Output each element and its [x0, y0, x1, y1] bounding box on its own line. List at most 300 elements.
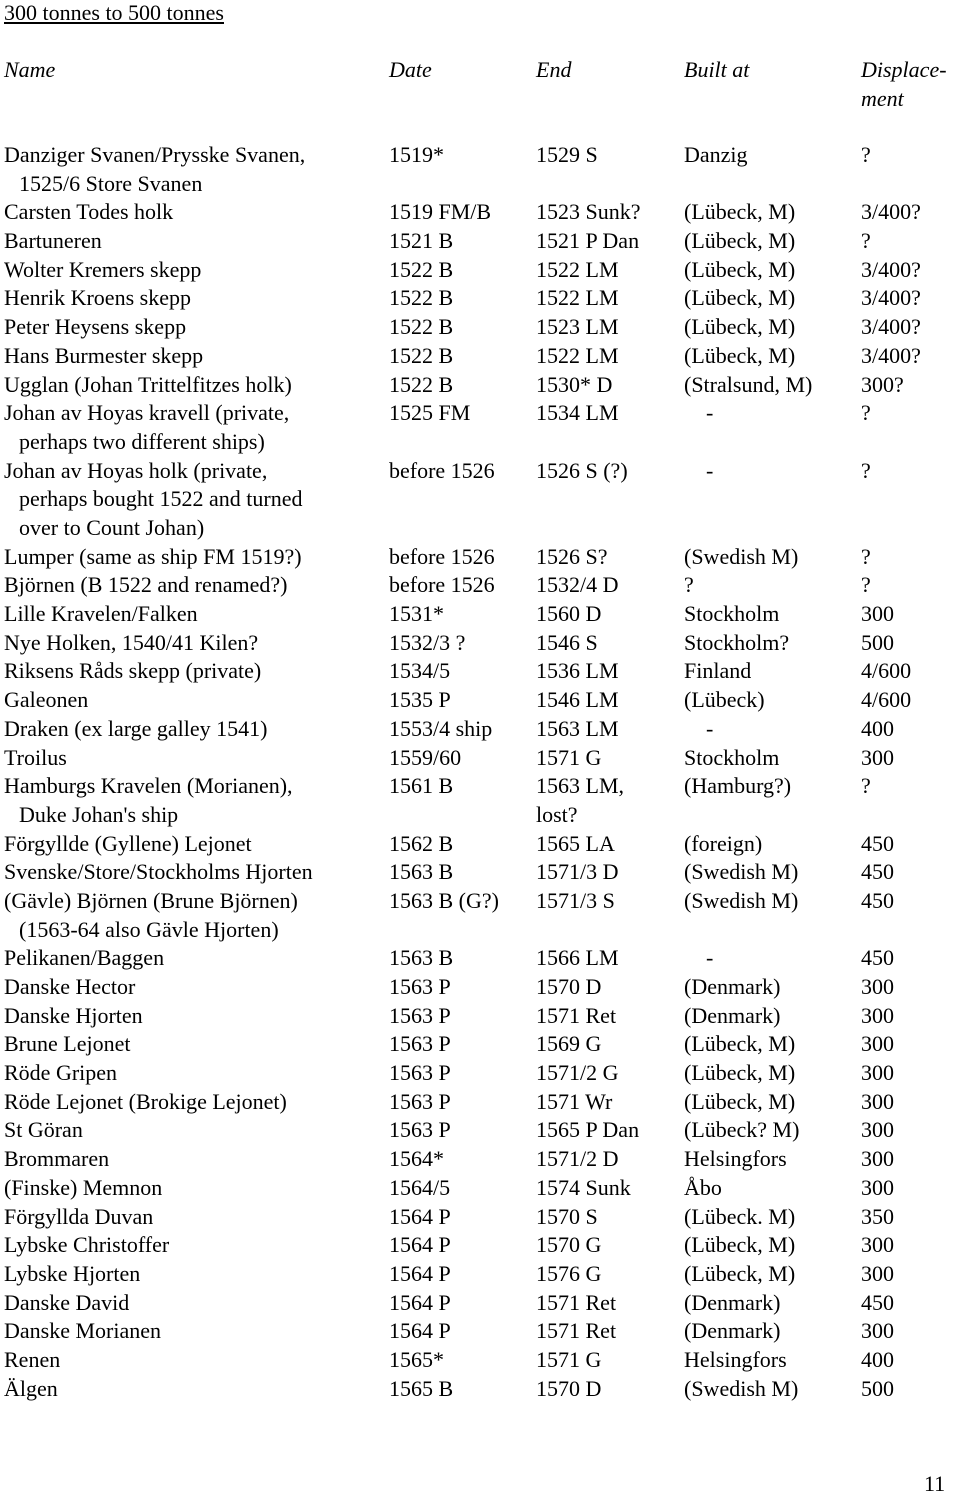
- ship-displacement: ?: [861, 142, 871, 167]
- ship-name-line: Danske Morianen: [4, 1318, 162, 1344]
- ship-end-line: 1546 S: [536, 629, 598, 655]
- ship-displacement: 300: [861, 744, 894, 770]
- table-row: [0, 629, 960, 658]
- ship-name-line: Riksens Råds skepp (private): [4, 658, 262, 684]
- table-row: [0, 371, 960, 400]
- ship-built-at: (Denmark): [684, 974, 781, 1000]
- column-header-displacement-line2: ment: [861, 86, 904, 111]
- ship-name-continuation: perhaps bought 1522 and turned: [19, 486, 303, 512]
- ship-name-line: Wolter Kremers skepp: [4, 256, 202, 282]
- ship-displacement: 350: [861, 1203, 894, 1229]
- table-row: [0, 772, 960, 829]
- ship-name: [4, 1174, 384, 1203]
- ship-name-line: Brune Lejonet: [4, 1031, 131, 1057]
- ship-date: 1563 P: [389, 1088, 451, 1114]
- ship-name: [4, 1317, 384, 1346]
- ship-built-at: Stockholm?: [684, 629, 790, 655]
- column-header-date: Date: [389, 57, 432, 82]
- ship-name: [4, 313, 384, 342]
- ship-displacement: 400: [861, 715, 894, 741]
- ship-date: 1521 B: [389, 228, 454, 254]
- ship-name: [4, 944, 384, 973]
- ship-end-line: 1522 LM: [536, 285, 619, 311]
- ship-name: [4, 198, 384, 227]
- table-row: [0, 399, 960, 456]
- ship-end: [536, 944, 676, 973]
- ship-end: [536, 772, 676, 829]
- ship-end: [536, 1088, 676, 1117]
- ship-end-line: 1530* D: [536, 371, 613, 397]
- table-row: [0, 457, 960, 543]
- ship-end-line: 1534 LM: [536, 400, 619, 426]
- ship-end-line: 1574 Sunk: [536, 1174, 631, 1200]
- table-row: [0, 830, 960, 859]
- ship-built-at: (Denmark): [684, 1289, 781, 1315]
- ship-end: [536, 1289, 676, 1318]
- ship-end-line: 1571 Wr: [536, 1088, 613, 1114]
- ship-name-line: Svenske/Store/Stockholms Hjorten: [4, 859, 313, 885]
- ship-date: 1522 B: [389, 314, 454, 340]
- ship-name-line: Lybske Hjorten: [4, 1260, 141, 1286]
- ship-name-line: Lille Kravelen/Falken: [4, 601, 198, 627]
- ship-end-line: 1571 Ret: [536, 1002, 617, 1028]
- ship-end-line: 1560 D: [536, 601, 602, 627]
- ship-name: [4, 830, 384, 859]
- ship-date: 1564 P: [389, 1232, 451, 1258]
- ship-end: [536, 686, 676, 715]
- ship-date: 1534/5: [389, 658, 451, 684]
- ship-displacement: 300: [861, 1117, 894, 1143]
- ship-end-line: 1571/2 D: [536, 1146, 619, 1172]
- ship-date: 1563 P: [389, 974, 451, 1000]
- ship-end: [536, 887, 676, 916]
- ship-name-line: Danske Hjorten: [4, 1002, 143, 1028]
- ship-end-line: 1529 S: [536, 142, 598, 167]
- ship-date: 1561 B: [389, 773, 454, 799]
- ship-name-line: Peter Heysens skepp: [4, 314, 187, 340]
- ship-name: [4, 571, 384, 600]
- ship-end-line: 1546 LM: [536, 687, 619, 713]
- ship-built-at: (Denmark): [684, 1318, 781, 1344]
- ship-date: before 1526: [389, 543, 495, 569]
- table-row: [0, 342, 960, 371]
- table-row: [0, 1002, 960, 1031]
- ship-name-line: Röde Lejonet (Brokige Lejonet): [4, 1088, 287, 1114]
- table-row: [0, 284, 960, 313]
- ship-displacement: 300: [861, 1002, 894, 1028]
- ship-name: [4, 1289, 384, 1318]
- ship-date: before 1526: [389, 572, 495, 598]
- ship-displacement: 300: [861, 1060, 894, 1086]
- ship-name-line: Galeonen: [4, 687, 89, 713]
- table-row: [0, 1231, 960, 1260]
- ship-displacement: 300: [861, 1174, 894, 1200]
- ship-name: [4, 284, 384, 313]
- column-header-name: Name: [4, 57, 56, 82]
- ship-name-line: Nye Holken, 1540/41 Kilen?: [4, 629, 259, 655]
- ship-name-line: Bartuneren: [4, 228, 102, 254]
- ship-built-at: -: [684, 945, 714, 971]
- ship-end: [536, 1346, 676, 1375]
- ship-displacement: 450: [861, 1289, 894, 1315]
- ship-end-line: 1570 S: [536, 1203, 598, 1229]
- ship-name-line: Förgyllde (Gyllene) Lejonet: [4, 830, 252, 856]
- ship-end-line: 1571 G: [536, 1346, 602, 1372]
- ship-end-line: 1570 D: [536, 974, 602, 1000]
- table-row: [0, 1203, 960, 1232]
- ship-displacement: 300: [861, 1232, 894, 1258]
- table-row: [0, 1116, 960, 1145]
- table-row: [0, 141, 960, 198]
- ship-displacement: 300: [861, 601, 894, 627]
- ship-end: [536, 141, 676, 170]
- ship-end-line: 1526 S (?): [536, 457, 628, 483]
- ship-built-at: Åbo: [684, 1174, 722, 1200]
- ship-name: [4, 1231, 384, 1260]
- ship-displacement: 3/400?: [861, 342, 921, 368]
- table-row: [0, 543, 960, 572]
- ship-end-line: 1571 Ret: [536, 1289, 617, 1315]
- ship-built-at: -: [684, 715, 714, 741]
- column-header-end: End: [536, 57, 572, 82]
- ship-date: 1532/3 ?: [389, 629, 466, 655]
- ship-end: [536, 1059, 676, 1088]
- ship-date: 1525 FM: [389, 400, 471, 426]
- ship-displacement: 300?: [861, 371, 904, 397]
- ship-date: 1564 P: [389, 1289, 451, 1315]
- ship-name-line: St Göran: [4, 1117, 83, 1143]
- ship-end: [536, 198, 676, 227]
- ship-end: [536, 1317, 676, 1346]
- ship-date: 1563 P: [389, 1031, 451, 1057]
- ship-name-continuation: Duke Johan's ship: [19, 801, 179, 827]
- ship-built-at: (Lübeck, M): [684, 199, 796, 225]
- ship-name: [4, 772, 384, 829]
- ship-date: 1564 P: [389, 1318, 451, 1344]
- section-heading[interactable]: 300 tonnes to 500 tonnes: [4, 0, 224, 25]
- ship-name: [4, 1030, 384, 1059]
- ship-name: [4, 543, 384, 572]
- ship-name-line: Lybske Christoffer: [4, 1232, 170, 1258]
- ship-name: [4, 227, 384, 256]
- ship-name-line: Björnen (B 1522 and renamed?): [4, 572, 288, 598]
- table-row: [0, 686, 960, 715]
- ship-name-line: Danziger Svanen/Prysske Svanen,: [4, 142, 306, 167]
- ship-displacement: 450: [861, 945, 894, 971]
- table-row: [0, 1260, 960, 1289]
- ship-displacement: 4/600: [861, 658, 912, 684]
- ship-name-continuation: 1525/6 Store Svanen: [19, 170, 203, 196]
- ship-date: 1522 B: [389, 285, 454, 311]
- ship-date: 1563 B: [389, 945, 454, 971]
- ship-name-line: Hans Burmester skepp: [4, 342, 204, 368]
- ship-displacement: 3/400?: [861, 199, 921, 225]
- ship-name-line: Brommaren: [4, 1146, 110, 1172]
- ship-built-at: (Hamburg?): [684, 773, 792, 799]
- ship-built-at: (Denmark): [684, 1002, 781, 1028]
- table-row: [0, 887, 960, 944]
- ship-built-at: (Lübeck, M): [684, 228, 796, 254]
- column-header-displacement: [861, 55, 947, 113]
- ship-displacement: ?: [861, 400, 871, 426]
- ship-name-line: Hamburgs Kravelen (Morianen),: [4, 773, 293, 799]
- ship-displacement: 300: [861, 1318, 894, 1344]
- ship-displacement: 400: [861, 1346, 894, 1372]
- ship-name-line: Ugglan (Johan Trittelfitzes holk): [4, 371, 292, 397]
- ship-end-line: 1565 P Dan: [536, 1117, 640, 1143]
- ship-built-at: (Lübeck, M): [684, 314, 796, 340]
- ship-name: [4, 858, 384, 887]
- ship-displacement: ?: [861, 543, 871, 569]
- ship-built-at: (Lübeck, M): [684, 342, 796, 368]
- ship-built-at: (Lübeck, M): [684, 1031, 796, 1057]
- ship-displacement: 4/600: [861, 687, 912, 713]
- ship-name: [4, 973, 384, 1002]
- table-row: [0, 715, 960, 744]
- ship-date: 1564/5: [389, 1174, 451, 1200]
- ship-end: [536, 313, 676, 342]
- ship-end-line: 1569 G: [536, 1031, 602, 1057]
- ship-end: [536, 600, 676, 629]
- ship-name: [4, 1116, 384, 1145]
- ship-name-line: Johan av Hoyas holk (private,: [4, 457, 268, 483]
- ship-end: [536, 973, 676, 1002]
- ship-built-at: ?: [684, 572, 694, 598]
- page-number: 11: [924, 1471, 946, 1496]
- table-row: [0, 600, 960, 629]
- ship-name: [4, 600, 384, 629]
- ship-built-at: (Lübeck, M): [684, 1232, 796, 1258]
- column-header-built-at: Built at: [684, 57, 750, 82]
- ship-name-line: Pelikanen/Baggen: [4, 945, 165, 971]
- ship-end: [536, 399, 676, 428]
- ship-name-line: Johan av Hoyas kravell (private,: [4, 400, 290, 426]
- ship-name: [4, 657, 384, 686]
- ship-name: [4, 1203, 384, 1232]
- ship-built-at: Stockholm: [684, 744, 780, 770]
- table-row: [0, 1289, 960, 1318]
- ship-end: [536, 371, 676, 400]
- table-row: [0, 198, 960, 227]
- ship-displacement: 300: [861, 1088, 894, 1114]
- ship-displacement: ?: [861, 457, 871, 483]
- table-row: [0, 1088, 960, 1117]
- ship-end: [536, 256, 676, 285]
- ship-name: [4, 399, 384, 456]
- ship-end: [536, 1116, 676, 1145]
- ship-end-line: 1571/2 G: [536, 1060, 619, 1086]
- ship-name-line: Renen: [4, 1346, 61, 1372]
- table-row: [0, 313, 960, 342]
- ship-end-line: 1563 LM: [536, 715, 619, 741]
- ship-displacement: 450: [861, 859, 894, 885]
- ship-built-at: -: [684, 457, 714, 483]
- ship-end-line: 1571/3 S: [536, 887, 615, 913]
- ship-displacement: 500: [861, 629, 894, 655]
- ship-date: 1563 P: [389, 1002, 451, 1028]
- ship-date: 1563 B: [389, 859, 454, 885]
- ship-end: [536, 1002, 676, 1031]
- table-row: [0, 973, 960, 1002]
- ship-date: 1553/4 ship: [389, 715, 493, 741]
- ship-end: [536, 284, 676, 313]
- ship-name: [4, 457, 384, 543]
- ship-displacement: 3/400?: [861, 285, 921, 311]
- ship-displacement: 3/400?: [861, 314, 921, 340]
- ship-end-line: 1532/4 D: [536, 572, 619, 598]
- ship-built-at: Helsingfors: [684, 1146, 787, 1172]
- ship-end-line: 1536 LM: [536, 658, 619, 684]
- ship-built-at: Helsingfors: [684, 1346, 787, 1372]
- ship-name: [4, 1002, 384, 1031]
- ship-end-line: 1526 S?: [536, 543, 608, 569]
- ship-name-line: Röde Gripen: [4, 1060, 118, 1086]
- ship-displacement: 300: [861, 1031, 894, 1057]
- ship-built-at: (Lübeck, M): [684, 256, 796, 282]
- ship-date: 1535 P: [389, 687, 451, 713]
- ship-built-at: Danzig: [684, 142, 748, 167]
- ship-name-line: Draken (ex large galley 1541): [4, 715, 268, 741]
- ship-end-line: 1571/3 D: [536, 859, 619, 885]
- ship-end: [536, 1231, 676, 1260]
- table-row: [0, 227, 960, 256]
- table-row: [0, 256, 960, 285]
- ship-end: [536, 830, 676, 859]
- ship-name-line: Förgyllda Duvan: [4, 1203, 154, 1229]
- table-row: [0, 1174, 960, 1203]
- ship-end: [536, 227, 676, 256]
- ship-name: [4, 141, 384, 198]
- ship-end: [536, 715, 676, 744]
- ship-built-at: Finland: [684, 658, 752, 684]
- ship-end-line: 1563 LM,: [536, 773, 624, 799]
- ship-built-at: (Lübeck, M): [684, 1088, 796, 1114]
- ship-built-at: (Swedish M): [684, 1375, 799, 1401]
- ship-name-line: Danske David: [4, 1289, 130, 1315]
- ship-built-at: (Stralsund, M): [684, 371, 813, 397]
- ship-end-line: 1522 LM: [536, 256, 619, 282]
- ship-end-line: 1576 G: [536, 1260, 602, 1286]
- ship-end: [536, 1260, 676, 1289]
- table-row: [0, 744, 960, 773]
- table-row: [0, 1145, 960, 1174]
- ship-built-at: (Lübeck? M): [684, 1117, 800, 1143]
- ship-end-line: 1570 D: [536, 1375, 602, 1401]
- ship-name: [4, 1260, 384, 1289]
- ship-name-line: Troilus: [4, 744, 67, 770]
- ship-end: [536, 629, 676, 658]
- ship-date: 1519*: [389, 142, 444, 167]
- ship-date: 1519 FM/B: [389, 199, 492, 225]
- ship-name: [4, 1346, 384, 1375]
- ship-date: 1522 B: [389, 371, 454, 397]
- table-row: [0, 1030, 960, 1059]
- ship-built-at: (Lübeck): [684, 687, 765, 713]
- ship-end: [536, 1174, 676, 1203]
- ship-end: [536, 342, 676, 371]
- ship-name: [4, 1088, 384, 1117]
- ship-date: 1559/60: [389, 744, 462, 770]
- ship-date: 1562 B: [389, 830, 454, 856]
- ship-end: [536, 858, 676, 887]
- table-row: [0, 944, 960, 973]
- ship-end: [536, 457, 676, 486]
- ship-end: [536, 1030, 676, 1059]
- table-row: [0, 657, 960, 686]
- ship-built-at: (Swedish M): [684, 543, 799, 569]
- ship-end-line: 1523 Sunk?: [536, 199, 641, 225]
- ship-end-line: 1570 G: [536, 1232, 602, 1258]
- ship-date: 1565 B: [389, 1375, 454, 1401]
- ship-displacement: 3/400?: [861, 256, 921, 282]
- ship-name: [4, 256, 384, 285]
- ship-displacement: 450: [861, 830, 894, 856]
- ship-built-at: (Swedish M): [684, 859, 799, 885]
- ship-name-line: Älgen: [4, 1375, 58, 1401]
- ship-end: [536, 744, 676, 773]
- ship-name-line: Carsten Todes holk: [4, 199, 174, 225]
- ship-name-line: Danske Hector: [4, 974, 136, 1000]
- ship-end-line: 1522 LM: [536, 342, 619, 368]
- table-row: [0, 1375, 960, 1404]
- ship-date: before 1526: [389, 457, 495, 483]
- ship-date: 1522 B: [389, 342, 454, 368]
- ship-displacement: ?: [861, 572, 871, 598]
- ship-date: 1531*: [389, 601, 444, 627]
- ship-built-at: (Lübeck, M): [684, 1060, 796, 1086]
- table-row: [0, 1317, 960, 1346]
- ship-end: [536, 571, 676, 600]
- ship-end-line: 1566 LM: [536, 945, 619, 971]
- ship-name: [4, 1375, 384, 1404]
- ship-name: [4, 1145, 384, 1174]
- ship-built-at: (Lübeck, M): [684, 1260, 796, 1286]
- ship-end-line: 1523 LM: [536, 314, 619, 340]
- ship-name-continuation: (1563-64 also Gävle Hjorten): [19, 916, 279, 942]
- ship-date: 1563 P: [389, 1060, 451, 1086]
- ship-built-at: -: [684, 400, 714, 426]
- ship-name-continuation: over to Count Johan): [19, 515, 205, 540]
- ship-name: [4, 744, 384, 773]
- ship-date: 1565*: [389, 1346, 444, 1372]
- ship-end-line: lost?: [536, 801, 578, 827]
- ship-built-at: Stockholm: [684, 601, 780, 627]
- ship-end-line: 1571 G: [536, 744, 602, 770]
- ship-displacement: 300: [861, 1260, 894, 1286]
- ship-date: 1563 P: [389, 1117, 451, 1143]
- ship-displacement: 300: [861, 1146, 894, 1172]
- ship-date: 1522 B: [389, 256, 454, 282]
- ship-end-line: 1565 LA: [536, 830, 615, 856]
- column-header-displacement-line1: Displace-: [861, 57, 947, 82]
- ship-name-line: (Finske) Memnon: [4, 1174, 163, 1200]
- ship-displacement: ?: [861, 228, 871, 254]
- ship-date: 1563 B (G?): [389, 887, 499, 913]
- ship-end-line: 1571 Ret: [536, 1318, 617, 1344]
- ship-built-at: (Lübeck. M): [684, 1203, 796, 1229]
- ship-name: [4, 342, 384, 371]
- ship-built-at: (foreign): [684, 830, 763, 856]
- ship-name: [4, 371, 384, 400]
- ship-name-line: Henrik Kroens skepp: [4, 285, 191, 311]
- table-row: [0, 1059, 960, 1088]
- ship-name: [4, 715, 384, 744]
- ship-name: [4, 887, 384, 944]
- ship-end: [536, 1203, 676, 1232]
- ships-table: [0, 141, 960, 1403]
- ship-end: [536, 657, 676, 686]
- ship-end-line: 1521 P Dan: [536, 228, 640, 254]
